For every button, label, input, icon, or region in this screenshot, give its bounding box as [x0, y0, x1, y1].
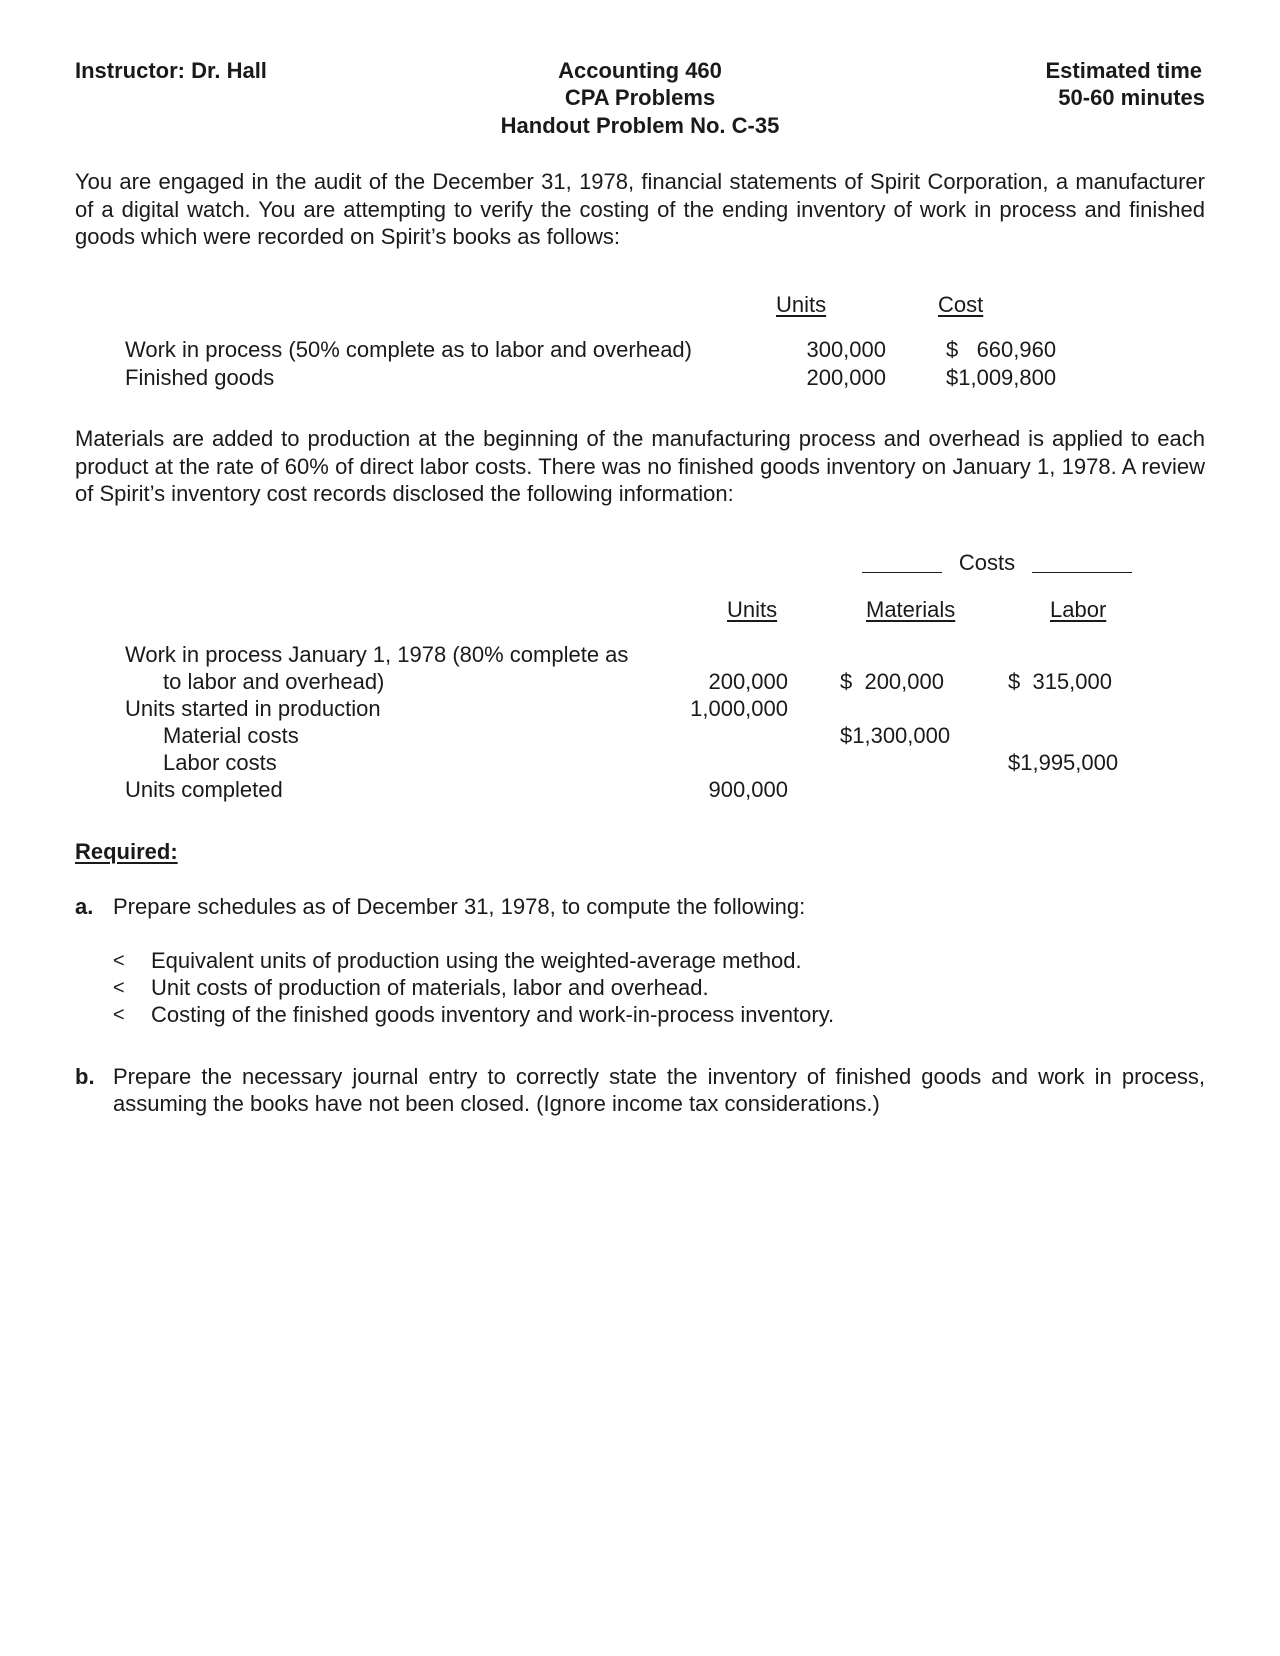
- table2-wip-label: Work in process January 1, 1978 (80% complete as: [125, 642, 629, 667]
- table2-completed-label: Units completed: [125, 777, 283, 802]
- table2-labor-costs: $1,995,000: [1008, 750, 1119, 775]
- bullet-item: Equivalent units of production using the weighted-average method.: [151, 948, 802, 973]
- table2-costs-header: Costs: [942, 549, 1032, 576]
- table2-labor-costs-label: Labor costs: [163, 750, 277, 775]
- table1-row-cost: $ 660,960: [946, 337, 1057, 362]
- table2-materials-header: Materials: [866, 597, 956, 622]
- bullet-item: Costing of the finished goods inventory and work-in-process inventory.: [151, 1002, 835, 1027]
- instructor-label: Instructor: Dr. Hall: [75, 58, 267, 83]
- table1-row-units: 300,000: [806, 337, 886, 362]
- table1-row-cost: $1,009,800: [946, 365, 1057, 390]
- part-a-text: Prepare schedules as of December 31, 1978, to compute the following:: [113, 894, 806, 919]
- table2-material-costs-label: Material costs: [163, 723, 299, 748]
- table2-wip-labor: $ 315,000: [1008, 669, 1112, 694]
- table2-wip-label-cont: to labor and overhead): [163, 669, 385, 694]
- table2-completed-units: 900,000: [708, 777, 788, 802]
- table2-material-costs: $1,300,000: [840, 723, 951, 748]
- table2-started-label: Units started in production: [125, 696, 381, 721]
- estimated-time-value: 50-60 minutes: [1058, 85, 1205, 110]
- table1-row-units: 200,000: [806, 365, 886, 390]
- table1-row-label: Work in process (50% complete as to labor and overhead): [125, 337, 692, 362]
- course-subject: CPA Problems: [564, 85, 716, 110]
- course-title: Accounting 460: [558, 58, 722, 83]
- table1-units-header: Units: [776, 292, 827, 317]
- table2-wip-materials: $ 200,000: [840, 669, 944, 694]
- table2-started-units: 1,000,000: [690, 696, 788, 721]
- bullet-item: Unit costs of production of materials, labor and overhead.: [151, 975, 709, 1000]
- bullet-icon: <: [113, 950, 125, 972]
- table2-wip-units: 200,000: [708, 669, 788, 694]
- estimated-time-label: Estimated time: [1045, 58, 1202, 83]
- bullet-icon: <: [113, 977, 125, 999]
- bullet-icon: <: [113, 1004, 125, 1026]
- required-heading: Required:: [75, 839, 178, 864]
- table2-units-header: Units: [727, 597, 778, 622]
- table2-labor-header: Labor: [1050, 597, 1107, 622]
- problem-title: Handout Problem No. C-35: [500, 113, 780, 138]
- intro-paragraph: You are engaged in the audit of the December 31, 1978, financial statements of Spirit Corporation, a manufacturer of a digital watch. You are attempting to verify the costing of the ending inventory of work in process and finished goods which were recorded on Spirit’s books as follows:: [75, 169, 1205, 249]
- materials-paragraph: Materials are added to production at the beginning of the manufacturing process and overhead is applied to each product at the rate of 60% of direct labor costs. There was no finished goods inventory on January 1, 1978. A review of Spirit’s inventory cost records disclosed the following information:: [75, 426, 1205, 506]
- table1-row-label: Finished goods: [125, 365, 275, 390]
- part-b-text: Prepare the necessary journal entry to correctly state the inventory of finished goods and work in process, assuming the books have not been closed. (Ignore income tax considerations.): [113, 1064, 1205, 1116]
- part-b-label: b.: [75, 1064, 95, 1089]
- table1-cost-header: Cost: [938, 292, 984, 317]
- part-a-label: a.: [75, 894, 94, 919]
